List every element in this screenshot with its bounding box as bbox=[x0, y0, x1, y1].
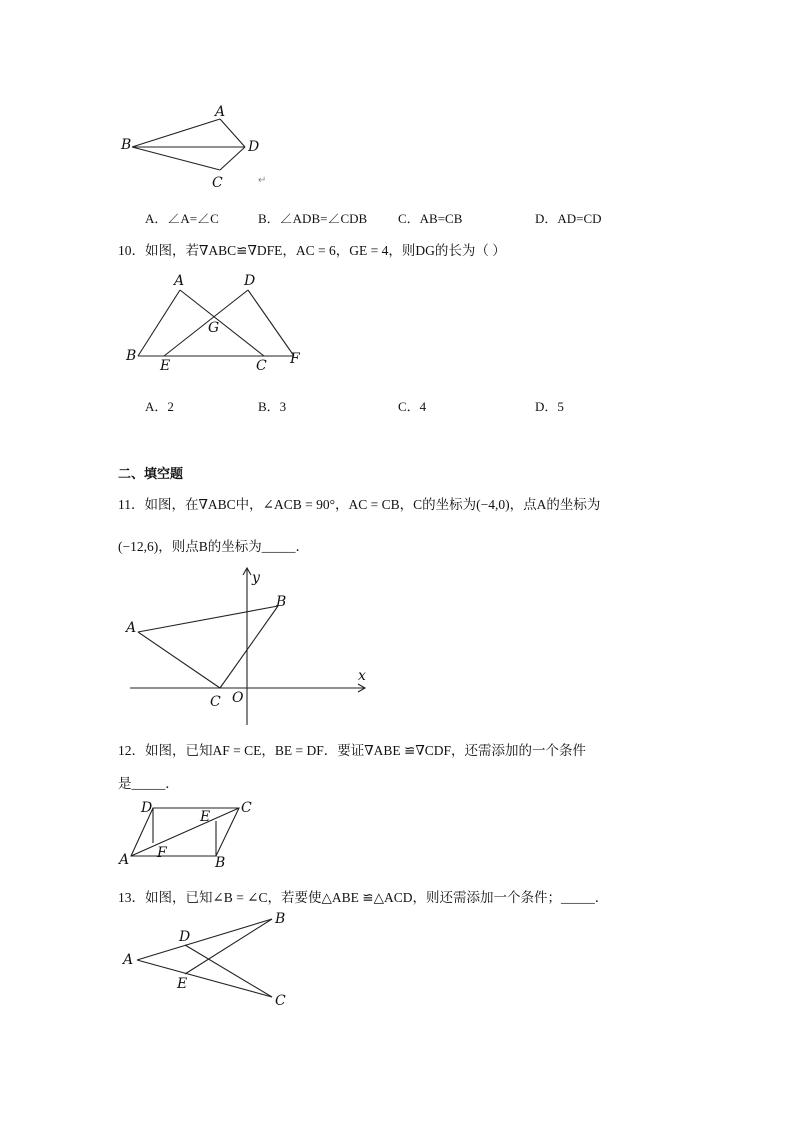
q13-label-a: A bbox=[123, 952, 134, 968]
q11-label-a: A bbox=[126, 620, 137, 636]
q9-option-c: C．AB=CB bbox=[398, 211, 463, 226]
q12-label-f: F bbox=[157, 845, 167, 861]
q10-question: 10．如图，若∇ABC≌∇DFE，AC = 6，GE = 4，则DG的长为（ ） bbox=[118, 243, 506, 258]
q12-label-d: D bbox=[141, 800, 153, 816]
q10-label-e: E bbox=[160, 358, 171, 374]
q10-label-d: D bbox=[244, 273, 256, 289]
q11-figure bbox=[120, 560, 380, 735]
q13-label-e: E bbox=[177, 976, 188, 992]
q13-label-c: C bbox=[275, 993, 286, 1009]
q13-crossing-triangles-diagram bbox=[115, 905, 305, 1010]
q13-label-b: B bbox=[275, 911, 286, 927]
q10-label-f: F bbox=[290, 351, 300, 367]
q12-label-a: A bbox=[119, 852, 130, 868]
q10-option-d: D．5 bbox=[535, 399, 564, 414]
q12-parallelogram-diagram bbox=[115, 797, 265, 872]
q12-figure bbox=[115, 797, 265, 872]
q10-label-a: A bbox=[174, 273, 185, 289]
section-heading: 二、填空题 bbox=[118, 467, 184, 482]
q9-kite-diagram bbox=[115, 100, 275, 195]
q13-figure bbox=[115, 905, 305, 1010]
q10-label-b: B bbox=[126, 348, 137, 364]
q11-label-o: O bbox=[232, 690, 244, 706]
q11-label-b: B bbox=[276, 594, 287, 610]
q10-option-b: B．3 bbox=[258, 399, 287, 414]
q11-coordinate-diagram bbox=[120, 560, 380, 735]
q12-label-b: B bbox=[215, 855, 226, 871]
q10-label-g: G bbox=[208, 320, 220, 336]
q9-figure bbox=[115, 100, 275, 195]
q9-label-c: C bbox=[212, 175, 223, 191]
return-mark: ↵ bbox=[258, 175, 267, 186]
q12-label-c: C bbox=[241, 800, 252, 816]
q9-option-d: D．AD=CD bbox=[535, 211, 602, 226]
q11-label-c: C bbox=[210, 694, 221, 710]
q10-option-a: A．2 bbox=[145, 399, 174, 414]
q9-option-a: A．∠A=∠C bbox=[145, 211, 219, 226]
q10-figure bbox=[120, 270, 320, 380]
q11-question-line2: (−12,6)，则点B的坐标为_____． bbox=[118, 539, 309, 554]
q10-label-c: C bbox=[256, 358, 267, 374]
q10-triangles-diagram bbox=[120, 270, 320, 380]
q11-label-y: y bbox=[252, 570, 260, 586]
q9-label-a: A bbox=[215, 104, 226, 120]
q9-label-d: D bbox=[248, 139, 260, 155]
q13-question: 13．如图，已知∠B = ∠C，若要使△ABE ≌△ACD，则还需添加一个条件；_____． bbox=[118, 890, 609, 905]
q9-option-b: B．∠ADB=∠CDB bbox=[258, 211, 368, 226]
q11-question-line1: 11．如图，在∇ABC中，∠ACB = 90°，AC = CB，C的坐标为(−4,0)，点A的坐标为 bbox=[118, 497, 601, 512]
q12-question-line1: 12．如图，已知AF = CE，BE = DF．要证∇ABE ≌∇CDF，还需添加的一个条件 bbox=[118, 743, 587, 758]
q12-question-line2: 是_____． bbox=[118, 776, 179, 791]
q13-label-d: D bbox=[179, 929, 191, 945]
q11-label-x: x bbox=[358, 668, 366, 684]
q9-label-b: B bbox=[121, 137, 132, 153]
q10-option-c: C．4 bbox=[398, 399, 427, 414]
q12-label-e: E bbox=[200, 809, 211, 825]
